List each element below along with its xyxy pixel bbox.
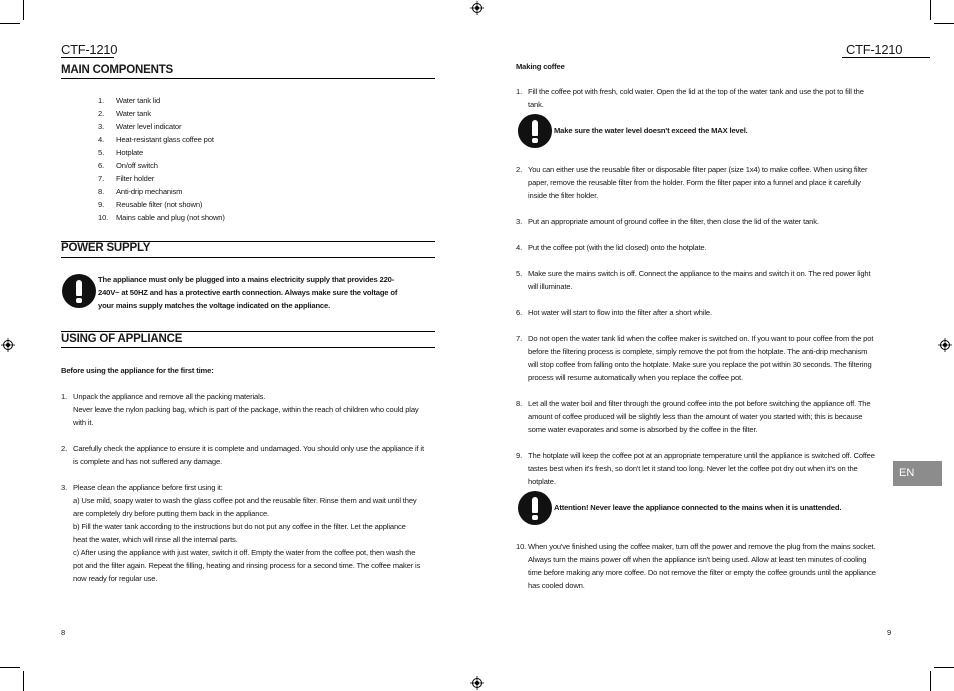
step-number: 9. bbox=[516, 451, 523, 460]
step-line: Hot water will start to flow into the filter after a short while. bbox=[528, 308, 712, 317]
step-item bbox=[516, 540, 894, 592]
step-line: Do not open the water tank lid when the coffee maker is switched on. If you want to pour coffee from the pot bbox=[528, 334, 874, 343]
step-line: Fill the coffee pot with fresh, cold water. Open the lid at the top of the water tank and use the pot to fill the bbox=[528, 87, 864, 96]
step-line: b) Fill the water tank according to the instructions but do not put any coffee in the filter. Let the appliance bbox=[73, 522, 406, 531]
step-line: is complete and has not suffered any damage. bbox=[73, 457, 223, 466]
section-rule bbox=[61, 257, 435, 258]
component-number: 2. bbox=[98, 109, 105, 118]
section-heading-main-components: MAIN COMPONENTS bbox=[61, 64, 174, 76]
crop-mark bbox=[0, 23, 20, 24]
crop-mark bbox=[0, 667, 20, 668]
registration-mark-icon bbox=[938, 338, 952, 352]
component-number: 10. bbox=[98, 213, 109, 222]
step-line: c) After using the appliance with just water, switch it off. Empty the water from the coffee pot, then wash the bbox=[73, 548, 416, 557]
step-line: now ready for regular use. bbox=[73, 574, 158, 583]
step-number: 6. bbox=[516, 308, 523, 317]
step-item bbox=[61, 390, 433, 429]
component-number: 1. bbox=[98, 96, 105, 105]
component-label: Water level indicator bbox=[116, 122, 182, 131]
component-number: 8. bbox=[98, 187, 105, 196]
crop-mark bbox=[23, 671, 24, 691]
step-number: 10. bbox=[516, 542, 527, 551]
component-label: Anti-drip mechanism bbox=[116, 187, 183, 196]
component-item bbox=[98, 133, 398, 146]
step-line: Never leave the nylon packing bag, which is part of the package, within the reach of children who could play bbox=[73, 405, 419, 414]
model-number: CTF-1210 bbox=[61, 42, 118, 57]
step-item bbox=[516, 163, 894, 202]
step-item bbox=[516, 449, 894, 488]
step-line: Let all the water boil and filter through the ground coffee into the pot before switching the appliance off. The bbox=[528, 399, 871, 408]
warning-icon bbox=[518, 114, 552, 148]
step-item bbox=[516, 267, 894, 293]
step-line: You can either use the reusable filter or disposable filter paper (size 1x4) to make coffee. When using filter bbox=[528, 165, 868, 174]
step-line: time before making any more coffee. Do not remove the filter or empty the coffee grounds until the appliance bbox=[528, 568, 876, 577]
component-number: 4. bbox=[98, 135, 105, 144]
section-rule bbox=[61, 347, 435, 348]
component-number: 3. bbox=[98, 122, 105, 131]
subheading-first-time: Before using the appliance for the first time: bbox=[61, 366, 214, 375]
power-supply-warning: The appliance must only be plugged into a mains electricity supply that provides 220- 240V~ at 50HZ and has a protective earth connection. Always make sure the voltage of your mains supply matches the voltage indicated on the appliance. bbox=[98, 275, 398, 310]
step-number: 5. bbox=[516, 269, 523, 278]
step-line: with it. bbox=[73, 418, 94, 427]
step-item bbox=[61, 481, 433, 585]
component-item bbox=[98, 185, 398, 198]
step-line: Carefully check the appliance to ensure it is complete and undamaged. You should only use the appliance if it bbox=[73, 444, 424, 453]
component-item bbox=[98, 172, 398, 185]
crop-mark bbox=[930, 0, 931, 20]
component-label: Reusable filter (not shown) bbox=[116, 200, 203, 209]
component-label: On/off switch bbox=[116, 161, 158, 170]
section-heading-power-supply: POWER SUPPLY bbox=[61, 242, 151, 254]
crop-mark bbox=[934, 667, 954, 668]
step-line: Always turn the mains power off when the appliance isn't being used. Allow at least ten minutes of cooling bbox=[528, 555, 867, 564]
crop-mark bbox=[934, 23, 954, 24]
step-number: 7. bbox=[516, 334, 523, 343]
step-number: 1. bbox=[61, 392, 68, 401]
step-line: are completely dry before putting them back in the appliance. bbox=[73, 509, 270, 518]
registration-mark-icon bbox=[1, 338, 15, 352]
model-number: CTF-1210 bbox=[846, 42, 903, 57]
making-coffee-heading: Making coffee bbox=[516, 62, 565, 71]
step-line: Unpack the appliance and remove all the packing materials. bbox=[73, 392, 266, 401]
language-tab: EN bbox=[893, 461, 942, 486]
component-label: Mains cable and plug (not shown) bbox=[116, 213, 225, 222]
step-line: Please clean the appliance before first using it: bbox=[73, 483, 223, 492]
step-line: hotplate. bbox=[528, 477, 556, 486]
step-number: 3. bbox=[61, 483, 68, 492]
section-rule bbox=[61, 241, 435, 242]
component-item bbox=[98, 198, 398, 211]
page-number-left: 8 bbox=[61, 628, 66, 637]
step-line: tank. bbox=[528, 100, 544, 109]
component-item bbox=[98, 94, 398, 107]
component-item bbox=[98, 211, 398, 224]
component-number: 6. bbox=[98, 161, 105, 170]
page-number-right: 9 bbox=[887, 628, 892, 637]
step-line: pot and the filter again. Repeat the filling, heating and rinsing process for a second time. The coffee maker is bbox=[73, 561, 421, 570]
registration-mark-icon bbox=[470, 676, 484, 690]
step-line: has cooled down. bbox=[528, 581, 585, 590]
component-item bbox=[98, 107, 398, 120]
step-item bbox=[61, 442, 433, 468]
step-number: 4. bbox=[516, 243, 523, 252]
step-line: The hotplate will keep the coffee pot at an appropriate temperature until the appliance is switched off. Coffee bbox=[528, 451, 875, 460]
step-item bbox=[516, 397, 894, 436]
step-line: heat the water, which will rinse all the internal parts. bbox=[73, 535, 238, 544]
step-item bbox=[516, 332, 894, 384]
step-line: will illuminate. bbox=[528, 282, 573, 291]
step-line: amount of coffee produced will be slightly less than the amount of water you started with; this is because bbox=[528, 412, 863, 421]
step-number: 2. bbox=[516, 165, 523, 174]
component-label: Heat-resistant glass coffee pot bbox=[116, 135, 214, 144]
step-line: Make sure the mains switch is off. Connect the appliance to the mains and switch it on. The red power light bbox=[528, 269, 871, 278]
component-label: Filter holder bbox=[116, 174, 155, 183]
step-line: before the filtering process is complete, simply remove the pot from the hotplate. The anti-drip mechanism bbox=[528, 347, 868, 356]
warning-icon bbox=[62, 274, 96, 308]
step-number: 2. bbox=[61, 444, 68, 453]
component-label: Water tank lid bbox=[116, 96, 161, 105]
warning-icon bbox=[518, 491, 552, 525]
component-item bbox=[98, 120, 398, 133]
component-number: 9. bbox=[98, 200, 105, 209]
step-line: process will resume automatically when you replace the coffee pot. bbox=[528, 373, 743, 382]
step-item bbox=[516, 85, 894, 111]
step-line: Put the coffee pot (with the lid closed) onto the hotplate. bbox=[528, 243, 707, 252]
water-level-warning: Make sure the water level doesn't exceed the MAX level. bbox=[554, 126, 748, 135]
step-line: inside the filter holder. bbox=[528, 191, 599, 200]
crop-mark bbox=[23, 0, 24, 20]
model-underline bbox=[842, 57, 930, 58]
step-number: 8. bbox=[516, 399, 523, 408]
step-item bbox=[516, 306, 894, 319]
step-line: a) Use mild, soapy water to wash the glass coffee pot and the reusable filter. Rinse them and wait until they bbox=[73, 496, 417, 505]
step-number: 1. bbox=[516, 87, 523, 96]
step-line: When you've finished using the coffee maker, turn off the power and remove the plug from the mains socket. bbox=[528, 542, 876, 551]
component-item bbox=[98, 159, 398, 172]
component-item bbox=[98, 146, 398, 159]
step-number: 3. bbox=[516, 217, 523, 226]
step-line: will stop coffee from falling onto the hotplate. Make sure you replace the pot within 30 seconds. The filtering bbox=[528, 360, 872, 369]
section-rule bbox=[61, 78, 435, 79]
unattended-warning: Attention! Never leave the appliance connected to the mains when it is unattended. bbox=[554, 503, 842, 512]
step-item bbox=[516, 215, 894, 228]
step-line: tastes best when it's fresh, so don't let it stand too long. Never let the coffee pot dry out when it's on the bbox=[528, 464, 858, 473]
section-rule bbox=[61, 331, 435, 332]
model-underline bbox=[61, 57, 114, 58]
step-item bbox=[516, 241, 894, 254]
crop-mark bbox=[930, 671, 931, 691]
step-line: paper, remove the reusable filter from the holder. Form the filter paper into a funnel and place it carefully bbox=[528, 178, 861, 187]
step-line: some water evaporates and some is absorbed by the coffee in the filter. bbox=[528, 425, 758, 434]
component-label: Hotplate bbox=[116, 148, 144, 157]
section-heading-using-appliance: USING OF APPLIANCE bbox=[61, 333, 183, 345]
component-number: 7. bbox=[98, 174, 105, 183]
component-number: 5. bbox=[98, 148, 105, 157]
registration-mark-icon bbox=[470, 1, 484, 15]
component-label: Water tank bbox=[116, 109, 151, 118]
step-line: Put an appropriate amount of ground coffee in the filter, then close the lid of the water tank. bbox=[528, 217, 819, 226]
